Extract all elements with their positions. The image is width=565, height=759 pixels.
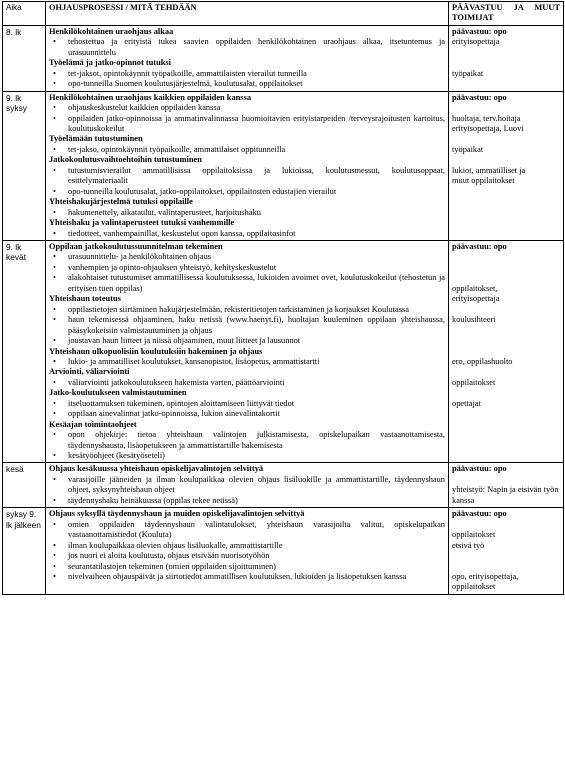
- list-item: • hakumenettely, aikataulut, valintaperusteet, harjoitushaku: [49, 208, 445, 218]
- section-heading: Henkilökohtainen uraohjaus alkaa: [49, 26, 174, 36]
- responsibility-line: opettajat: [452, 398, 481, 408]
- responsibility-line: [452, 326, 560, 336]
- section-heading: Työelämä ja jatko-opinnot tutuksi: [49, 58, 171, 68]
- responsibility-line: päävastuu: opo: [452, 26, 507, 36]
- section-heading: Ohjaus syksyllä täydennyshaun ja muiden opiskelijavalintojen selvittyä: [49, 509, 305, 519]
- time-cell: 9. lk syksy: [3, 91, 46, 240]
- responsibility-line: [452, 347, 560, 357]
- responsibility-line: [452, 562, 560, 572]
- section-heading: Ohjaus kesäkuussa yhteishaun opiskelijavalintojen selvittyä: [49, 464, 264, 474]
- responsibility-line: [452, 388, 560, 398]
- responsibility-line: [452, 551, 560, 561]
- section-heading: Oppilaan jatkokoulutussuunnitelman tekeminen: [49, 241, 223, 251]
- responsibility-line: [452, 475, 560, 485]
- bullet-list: [49, 305, 445, 347]
- responsibility-line: työpaikat: [452, 68, 484, 78]
- bullet-list: [49, 378, 445, 388]
- list-item: • oppilaiden jatko-opinnoissa ja ammatinvalinnassa huomioitavien erityistarpeiden /terveysrajoitusten kartoitus, koulutuskokeilut: [49, 114, 445, 135]
- responsibility-line: erityisopettaja: [452, 37, 500, 47]
- bullet-list: [49, 229, 445, 239]
- section-heading: Kesäajan toimintaohjeet: [49, 419, 137, 429]
- responsibility-line: etsivä työ: [452, 540, 485, 550]
- section-heading: Yhteishaku ja valintaperusteet tutuksi vanhemmille: [49, 218, 235, 228]
- responsibility-cell: [449, 508, 564, 595]
- time-cell: kesä: [3, 463, 46, 508]
- section-heading: Jatkokoulutusvaihtoehtoihin tutustuminen: [49, 155, 202, 165]
- list-item: • tutustumisvierailut ammatillisissa oppilaitoksissa ja lukioissa, koulutusmessut, koulutusoppaat, esittelymateriaalit: [49, 166, 445, 187]
- process-cell: [46, 240, 449, 463]
- bullet-list: [49, 69, 445, 90]
- table-row: [3, 91, 564, 240]
- responsibility-line: muut oppilaitokset: [452, 176, 515, 186]
- responsibility-line: [452, 305, 560, 315]
- list-item: • opo-tunneilla Suomen koulutusjärjestelmä, koulutusalat, oppilaitokset: [49, 79, 445, 89]
- header-process: OHJAUSPROSESSI / MITÄ TEHDÄÄN: [46, 2, 449, 26]
- list-item: • oppilastietojen siirtäminen hakujärjestelmään, rekisteritietojen tarkistaminen ja korjaukset Koulutassa: [49, 305, 445, 315]
- responsibility-line: yhteistyö: Napin ja etsivän työn kanssa: [452, 485, 559, 505]
- list-item: • väliarviointi jatkokoulutukseen hakemista varten, päättöarviointi: [49, 378, 445, 388]
- list-item: • ilman koulupaikkaa olevien ohjaus lisäluokalle, ammattistartille: [49, 541, 445, 551]
- responsibility-line: lukiot, ammatilliset ja: [452, 165, 526, 175]
- process-cell: [46, 508, 449, 595]
- section-heading: Yhteishaun ulkopuolisiin koulutuksiin hakeminen ja ohjaus: [49, 346, 263, 356]
- bullet-list: [49, 357, 445, 367]
- responsibility-line: huoltaja, terv.hoitaja: [452, 113, 521, 123]
- responsibility-line: ero, oppilashuolto: [452, 356, 513, 366]
- responsibility-line: [452, 103, 560, 113]
- header-row: [3, 2, 564, 26]
- responsibility-line: [452, 58, 560, 68]
- list-item: • seurantatilastojen tekeminen (omien oppilaiden sijoittuminen): [49, 562, 445, 572]
- responsibility-line: [452, 520, 560, 530]
- responsibility-line: koulusihteeri: [452, 315, 496, 325]
- responsibility-line: [452, 273, 560, 283]
- responsibility-line: päävastuu: opo: [452, 464, 507, 474]
- bullet-list: [49, 145, 445, 155]
- bullet-list: [49, 208, 445, 218]
- section-heading: Jatko-koulutukseen valmistautuminen: [49, 388, 187, 398]
- bullet-list: [49, 475, 445, 506]
- section-heading: Henkilökohtainen uraohjaus kaikkien oppilaiden kanssa: [49, 92, 252, 102]
- time-cell: 9. lk kevät: [3, 240, 46, 463]
- list-item: • tet-jakso, opintokäynnit työpaikoille, ammattilaiset oppitunneilla: [49, 145, 445, 155]
- bullet-list: [49, 399, 445, 420]
- list-item: • lukio- ja ammatilliset koulutukset, kansanopistot, lisäopetus, ammattistartti: [49, 357, 445, 367]
- list-item: • alakohtaiset tutustumiset ammatillisessa koulutuksessa, lukioiden avoimet ovet, koulutuskokeilut (tehostetun ja erityisen tuen oppilas): [49, 273, 445, 294]
- responsibility-line: opo, erityisopettaja, oppilaitokset: [452, 572, 519, 592]
- list-item: • tehostettua ja erityistä tukea saavien oppilaiden henkilökohtainen uraohjaus alkaa, itsetuntemus ja urasuunnittelu: [49, 37, 445, 58]
- list-item: • jos nuori ei aloita koulutusta, ohjaus etsivään nuorisotyöhön: [49, 551, 445, 561]
- table-row: [3, 508, 564, 595]
- list-item: • vanhempien ja opinto-ohjauksen yhteistyö, kehityskeskustelut: [49, 263, 445, 273]
- responsibility-line: [452, 252, 560, 262]
- responsibility-line: päävastuu: opo: [452, 241, 507, 251]
- responsibility-cell: [449, 240, 564, 463]
- responsibility-line: oppilaitokset: [452, 530, 496, 540]
- header-responsibility: PÄÄVASTUU JA MUUT TOIMIJAT: [449, 2, 564, 26]
- bullet-list: [49, 252, 445, 294]
- header-aika: Aika: [3, 2, 46, 26]
- section-heading: Yhteishaun toteutus: [49, 294, 121, 304]
- process-cell: [46, 25, 449, 91]
- list-item: • omien oppilaiden täydennyshaun valintatulokset, yhteishaun varasijoilta valitut, opiskelupaikan vastaanottamistiedot (Kouluta): [49, 520, 445, 541]
- list-item: • joustavan haun liitteet ja niissä ohjaaminen, muut liitteet ja lausunnot: [49, 336, 445, 346]
- responsibility-line: työpaikat: [452, 144, 484, 154]
- section-heading: Yhteishakujärjestelmä tutuksi oppilaille: [49, 197, 193, 207]
- process-cell: [46, 91, 449, 240]
- responsibility-line: [452, 155, 560, 165]
- list-item: • tiedotteet, vanhempainillat, keskustelut opon kanssa, oppilaitosinfot: [49, 229, 445, 239]
- list-item: • ohjauskeskustelut kaikkien oppilaiden kanssa: [49, 103, 445, 113]
- section-heading: Arviointi, väliarviointi: [49, 367, 130, 377]
- responsibility-line: erityisopettaja, Luovi: [452, 123, 524, 133]
- bullet-list: [49, 520, 445, 583]
- time-cell: 8. lk: [3, 25, 46, 91]
- time-cell: syksy 9. lk jälkeen: [3, 508, 46, 595]
- responsibility-line: [452, 134, 560, 144]
- responsibility-line: oppilaitokset,: [452, 283, 498, 293]
- table-row: [3, 463, 564, 508]
- guidance-table: [2, 1, 564, 595]
- process-cell: [46, 463, 449, 508]
- list-item: • oppilaan ainevalinnat jatko-opinnoissa, lukion ainevalintakortit: [49, 409, 445, 419]
- bullet-list: [49, 103, 445, 134]
- responsibility-line: [452, 263, 560, 273]
- table-row: [3, 240, 564, 463]
- section-heading: Työelämään tutustuminen: [49, 134, 143, 144]
- bullet-list: [49, 430, 445, 461]
- bullet-list: [49, 166, 445, 197]
- responsibility-line: [452, 48, 560, 58]
- list-item: • tet-jaksot, opintokäynnit työpaikoille, ammattilaisten vierailut tunneilla: [49, 69, 445, 79]
- responsibility-line: erityisopettaja: [452, 294, 500, 304]
- list-item: • nivelvaiheen ohjauspäivät ja siirtotiedot ammatillisen koulutuksen, lukioiden ja lisäopetuksen kanssa: [49, 572, 445, 582]
- list-item: • varasijoille jääneiden ja ilman koulupaikkaa olevien ohjaus lisäluokille ja ammattistartille, täydennyshaun ohjeet, syksynyhteishaun ohjeet: [49, 475, 445, 496]
- responsibility-cell: [449, 91, 564, 240]
- responsibility-cell: [449, 463, 564, 508]
- responsibility-line: päävastuu: opo: [452, 92, 507, 102]
- responsibility-line: [452, 336, 560, 346]
- responsibility-line: [452, 367, 560, 377]
- responsibility-line: päävastuu: opo: [452, 509, 507, 519]
- list-item: • opon ohjekirje: tietoa yhteishaun valintojen julkistamisesta, opiskelupaikan vastaanottamisesta, täydennyshausta, lisäopetukseen ja ammattistartille hakemisesta: [49, 430, 445, 451]
- responsibility-cell: [449, 25, 564, 91]
- table-row: [3, 25, 564, 91]
- list-item: • urasuunnittelu- ja henkilökohtainen ohjaus: [49, 252, 445, 262]
- list-item: • kesätyöohjeet (kesätyöseteli): [49, 451, 445, 461]
- list-item: • itseluottamuksen tukeminen, opintojen aloittamiseen liittyvät tiedot: [49, 399, 445, 409]
- list-item: • haun tekemisessä ohjaaminen, haku netissä (www.haenyt.fi), huoltajan kuuleminen oppilaan yhteishaussa, pääsykokeisiin valmistautuminen ja ohjaus: [49, 315, 445, 336]
- list-item: • opo-tunneilla koulutusalat, jatko-oppilaitokset, oppilaitosten edustajien vierailut: [49, 187, 445, 197]
- list-item: • täydennyshaku heinäkuussa (oppilas tekee netissä): [49, 496, 445, 506]
- bullet-list: [49, 37, 445, 58]
- responsibility-line: oppilaitokset: [452, 377, 496, 387]
